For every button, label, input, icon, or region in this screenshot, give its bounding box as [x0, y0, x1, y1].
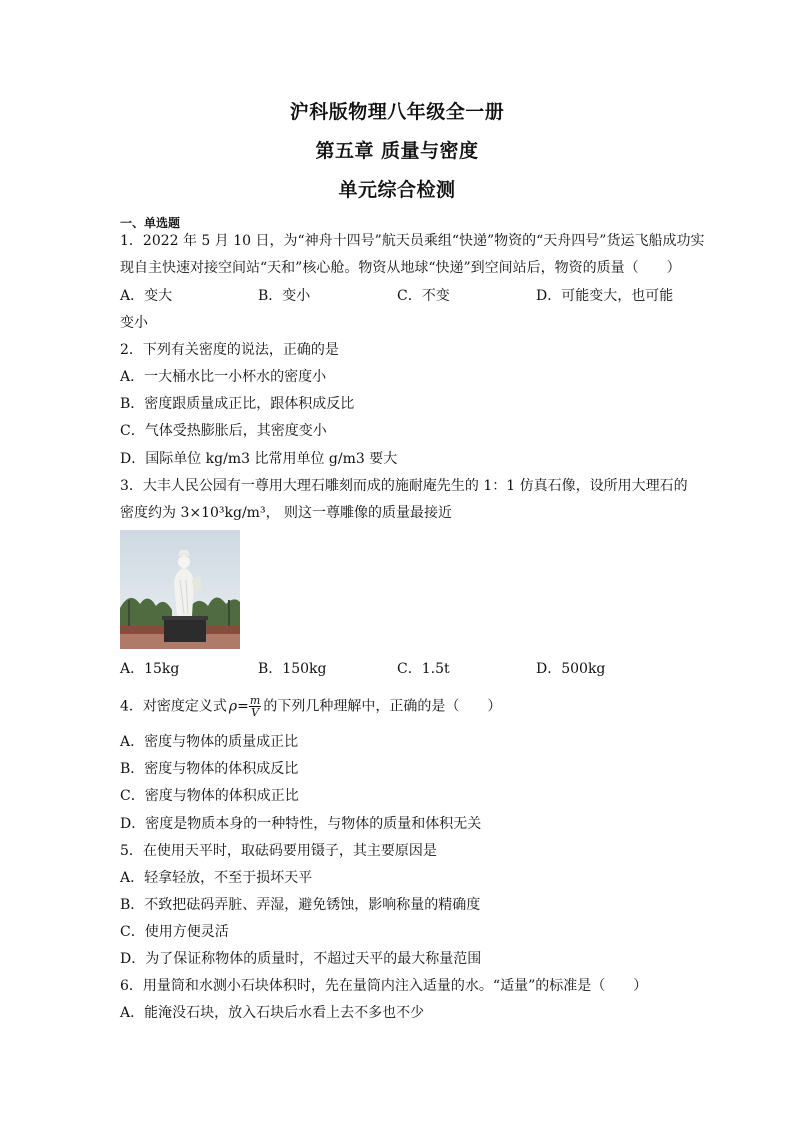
q1-option-d: D．可能变大，也可能 [536, 288, 674, 304]
formula-numerator: m [249, 694, 261, 707]
q1-option-b: B．变小 [258, 288, 311, 304]
q2-option-a: A．一大桶水比一小杯水的密度小 [120, 369, 327, 385]
q3-option-d: D．500kg [536, 661, 606, 677]
q2-stem: 2．下列有关密度的说法，正确的是 [120, 342, 339, 358]
q6-stem: 6．用量筒和水测小石块体积时，先在量筒内注入适量的水。“适量”的标准是（ ） [120, 978, 648, 994]
q3-stem-line2: 密度约为 3×10³kg/m³， 则这一尊雕像的质量最接近 [120, 505, 453, 521]
formula-fraction [249, 695, 261, 718]
q2-option-d: D．国际单位 kg/m3 比常用单位 g/m3 要大 [120, 451, 398, 467]
q4-option-d: D．密度是物质本身的一种特性，与物体的质量和体积无关 [120, 816, 482, 832]
q5-option-a: A．轻拿轻放，不至于损坏天平 [120, 870, 313, 886]
q2-option-b: B．密度跟质量成正比，跟体积成反比 [120, 396, 355, 412]
q5-stem: 5．在使用天平时，取砝码要用镊子，其主要原因是 [120, 843, 437, 859]
q1-stem-line1: 1．2022 年 5 月 10 日，为“神舟十四号”航天员乘组“快递”物资的“天舟四号”货运飞船成功实 [120, 233, 705, 249]
density-formula [229, 695, 261, 718]
q1-stem-line2: 现自主快速对接空间站“天和”核心舱。物资从地球“快递”到空间站后，物资的质量（ ） [120, 260, 681, 276]
q1-option-c: C．不变 [397, 288, 450, 304]
doc-title: 沪科版物理八年级全一册 [289, 101, 505, 123]
q6-option-a: A．能淹没石块，放入石块后水看上去不多也不少 [120, 1005, 425, 1021]
statue-photo [120, 530, 240, 649]
chapter-title: 第五章 质量与密度 [315, 140, 479, 162]
formula-denominator: V [251, 706, 260, 719]
q5-option-c: C．使用方便灵活 [120, 924, 229, 940]
q5-option-d: D．为了保证称物体的质量时，不超过天平的最大称量范围 [120, 951, 482, 967]
q4-stem [120, 695, 680, 718]
q5-option-b: B．不致把砝码弄脏、弄湿，避免锈蚀，影响称量的精确度 [120, 897, 481, 913]
q2-option-c: C．气体受热膨胀后，其密度变小 [120, 423, 327, 439]
q4-option-c: C．密度与物体的体积成正比 [120, 788, 299, 804]
q4-stem-suffix: 的下列几种理解中，正确的是（ ） [263, 698, 502, 715]
q1-option-a: A．变大 [120, 288, 173, 304]
q3-option-c: C．1.5t [397, 661, 450, 677]
section-heading: 一、单选题 [120, 216, 181, 230]
q4-option-a: A．密度与物体的质量成正比 [120, 734, 299, 750]
q3-stem-line1: 3．大丰人民公园有一尊用大理石雕刻而成的施耐庵先生的 1：1 仿真石像，设所用大理石的 [120, 478, 688, 494]
q3-option-a: A．15kg [120, 661, 180, 677]
q3-option-b: B．150kg [258, 661, 327, 677]
test-title: 单元综合检测 [338, 179, 456, 201]
q4-option-b: B．密度与物体的体积成反比 [120, 761, 299, 777]
q4-stem-prefix: 4．对密度定义式 [120, 698, 227, 715]
statue-image [120, 530, 240, 649]
q1-option-d-continued: 变小 [120, 315, 148, 331]
formula-rho: ρ= [228, 698, 249, 715]
